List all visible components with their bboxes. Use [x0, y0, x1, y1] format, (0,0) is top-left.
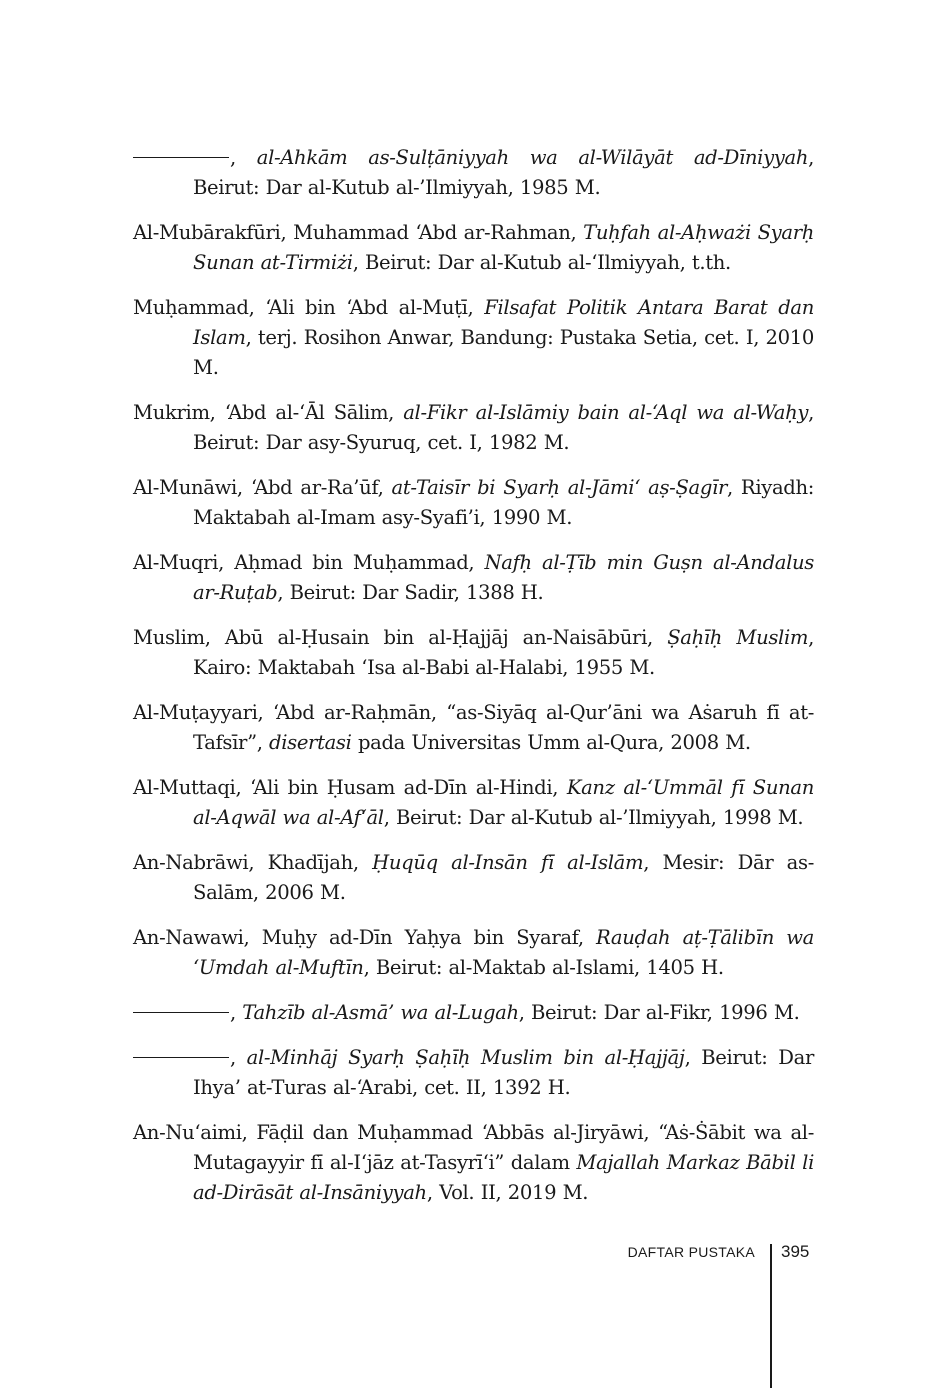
entry-text: ,: [230, 1046, 247, 1069]
entry-text: pada Universitas Umm al-Qura, 2008 M.: [351, 731, 751, 754]
bibliography-entry: [133, 218, 814, 278]
entry-title: Rauḍah aṭ-Ṭālibīn wa ‘Umdah al-Muftīn: [193, 926, 814, 979]
entry-title: Filsafat Politik Antara Barat dan Islam: [193, 296, 814, 349]
entry-text: Al-Muttaqi, ‘Ali bin Ḥusam ad-Dīn al-Hindi,: [133, 776, 567, 799]
entry-title: al-Minhāj Syarḥ Ṣaḥīḥ Muslim bin al-Ḥajjāj: [246, 1046, 685, 1069]
entry-text: , terj. Rosihon Anwar, Bandung: Pustaka Setia, cet. I, 2010 M.: [193, 326, 814, 379]
entry-title: Nafḥ al-Ṭīb min Guṣn al-Andalus ar-Ruṭab: [193, 551, 814, 604]
bibliography-entry: [133, 1043, 814, 1103]
entry-text: , Beirut: Dar al-Kutub al-’Ilmiyyah, 1985 M.: [193, 146, 815, 199]
bibliography-entry: [133, 398, 814, 458]
entry-title: disertasi: [269, 731, 352, 754]
running-section-title: DAFTAR PUSTAKA: [627, 1244, 755, 1260]
bibliography-entry: [133, 923, 814, 983]
entry-text: , Beirut: Dar al-Fikr, 1996 M.: [518, 1001, 800, 1024]
entry-text: Muḥammad, ‘Ali bin ‘Abd al-Muṭī,: [133, 296, 485, 319]
entry-text: , Riyadh: Maktabah al-Imam asy-Syafi’i, 1990 M.: [193, 476, 814, 529]
entry-text: Al-Mubārakfūri, Muhammad ‘Abd ar-Rahman,: [133, 221, 584, 244]
entry-text: An-Nu‘aimi, Fāḍil dan Muḥammad ‘Abbās al-Jiryāwi, “Aṡ-Ṡābit wa al-Mutagayyir fī al-I‘jāz at-Tasyrī‘i” dalam: [133, 1121, 814, 1174]
entry-text: Mukrim, ‘Abd al-‘Āl Sālim,: [133, 401, 404, 424]
bibliography-entry: [133, 998, 814, 1028]
repeat-author-dash: [133, 1012, 229, 1013]
entry-text: ,: [230, 1001, 243, 1024]
entry-text: , Beirut: Dar Sadir, 1388 H.: [277, 581, 544, 604]
entry-text: , Beirut: Dar asy-Syuruq, cet. I, 1982 M.: [193, 401, 814, 454]
bibliography-entry: [133, 623, 814, 683]
entry-text: Al-Muqri, Aḥmad bin Muḥammad,: [133, 551, 485, 574]
entry-title: at-Taisīr bi Syarḥ al-Jāmi‘ aṣ-Ṣagīr: [391, 476, 727, 499]
entry-text: , Vol. II, 2019 M.: [426, 1181, 589, 1204]
entry-text: , Beirut: Dar Ihya’ at-Turas al-‘Arabi, cet. II, 1392 H.: [193, 1046, 814, 1099]
entry-title: Tahzīb al-Asmā’ wa al-Lugah: [242, 1001, 519, 1024]
bibliography-entry: [133, 698, 814, 758]
entry-text: , Mesir: Dār as-Salām, 2006 M.: [193, 851, 814, 904]
entry-text: Al-Muṭayyari, ‘Abd ar-Raḥmān, “as-Siyāq al-Qur’āni wa Aṡaruh fī at-Tafsīr”,: [133, 701, 814, 754]
page-number: 395: [781, 1242, 810, 1261]
bibliography-entry: [133, 773, 814, 833]
entry-title: Kanz al-‘Ummāl fī Sunan al-Aqwāl wa al-Af‘āl: [193, 776, 815, 829]
bibliography-entry: [133, 293, 814, 383]
footer-vertical-rule: [770, 1244, 772, 1388]
entry-title: Ḥuqūq al-Insān fī al-Islām: [372, 851, 644, 874]
entry-title: al-Ahkām as-Sulṭāniyyah wa al-Wilāyāt ad-Dīniyyah: [256, 146, 809, 169]
bibliography-entry: [133, 473, 814, 533]
entry-text: , Beirut: Dar al-Kutub al-’Ilmiyyah, 1998 M.: [383, 806, 804, 829]
bibliography-list: [133, 143, 814, 1223]
entry-text: Muslim, Abū al-Ḥusain bin al-Ḥajjāj an-Naisābūri,: [133, 626, 668, 649]
bibliography-entry: [133, 143, 814, 203]
entry-title: al-Fikr al-Islāmiy bain al-‘Aql wa al-Waḥy: [403, 401, 809, 424]
entry-text: , Kairo: Maktabah ‘Isa al-Babi al-Halabi, 1955 M.: [193, 626, 814, 679]
entry-text: , Beirut: Dar al-Kutub al-‘Ilmiyyah, t.th.: [352, 251, 731, 274]
entry-text: Al-Munāwi, ‘Abd ar-Ra’ūf,: [133, 476, 392, 499]
bibliography-entry: [133, 548, 814, 608]
entry-title: Tuḥfah al-Aḥważi Syarḥ Sunan at-Tirmiżi: [193, 221, 814, 274]
entry-text: ,: [230, 146, 257, 169]
repeat-author-dash: [133, 157, 229, 158]
repeat-author-dash: [133, 1057, 229, 1058]
bibliography-entry: [133, 848, 814, 908]
entry-title: Majallah Markaz Bābil li ad-Dirāsāt al-Insāniyyah: [193, 1151, 814, 1204]
entry-text: , Beirut: al-Maktab al-Islami, 1405 H.: [363, 956, 724, 979]
entry-title: Ṣaḥīḥ Muslim: [667, 626, 809, 649]
entry-text: An-Nabrāwi, Khadījah,: [133, 851, 373, 874]
bibliography-entry: [133, 1118, 814, 1208]
entry-text: An-Nawawi, Muḥy ad-Dīn Yaḥya bin Syaraf,: [133, 926, 597, 949]
